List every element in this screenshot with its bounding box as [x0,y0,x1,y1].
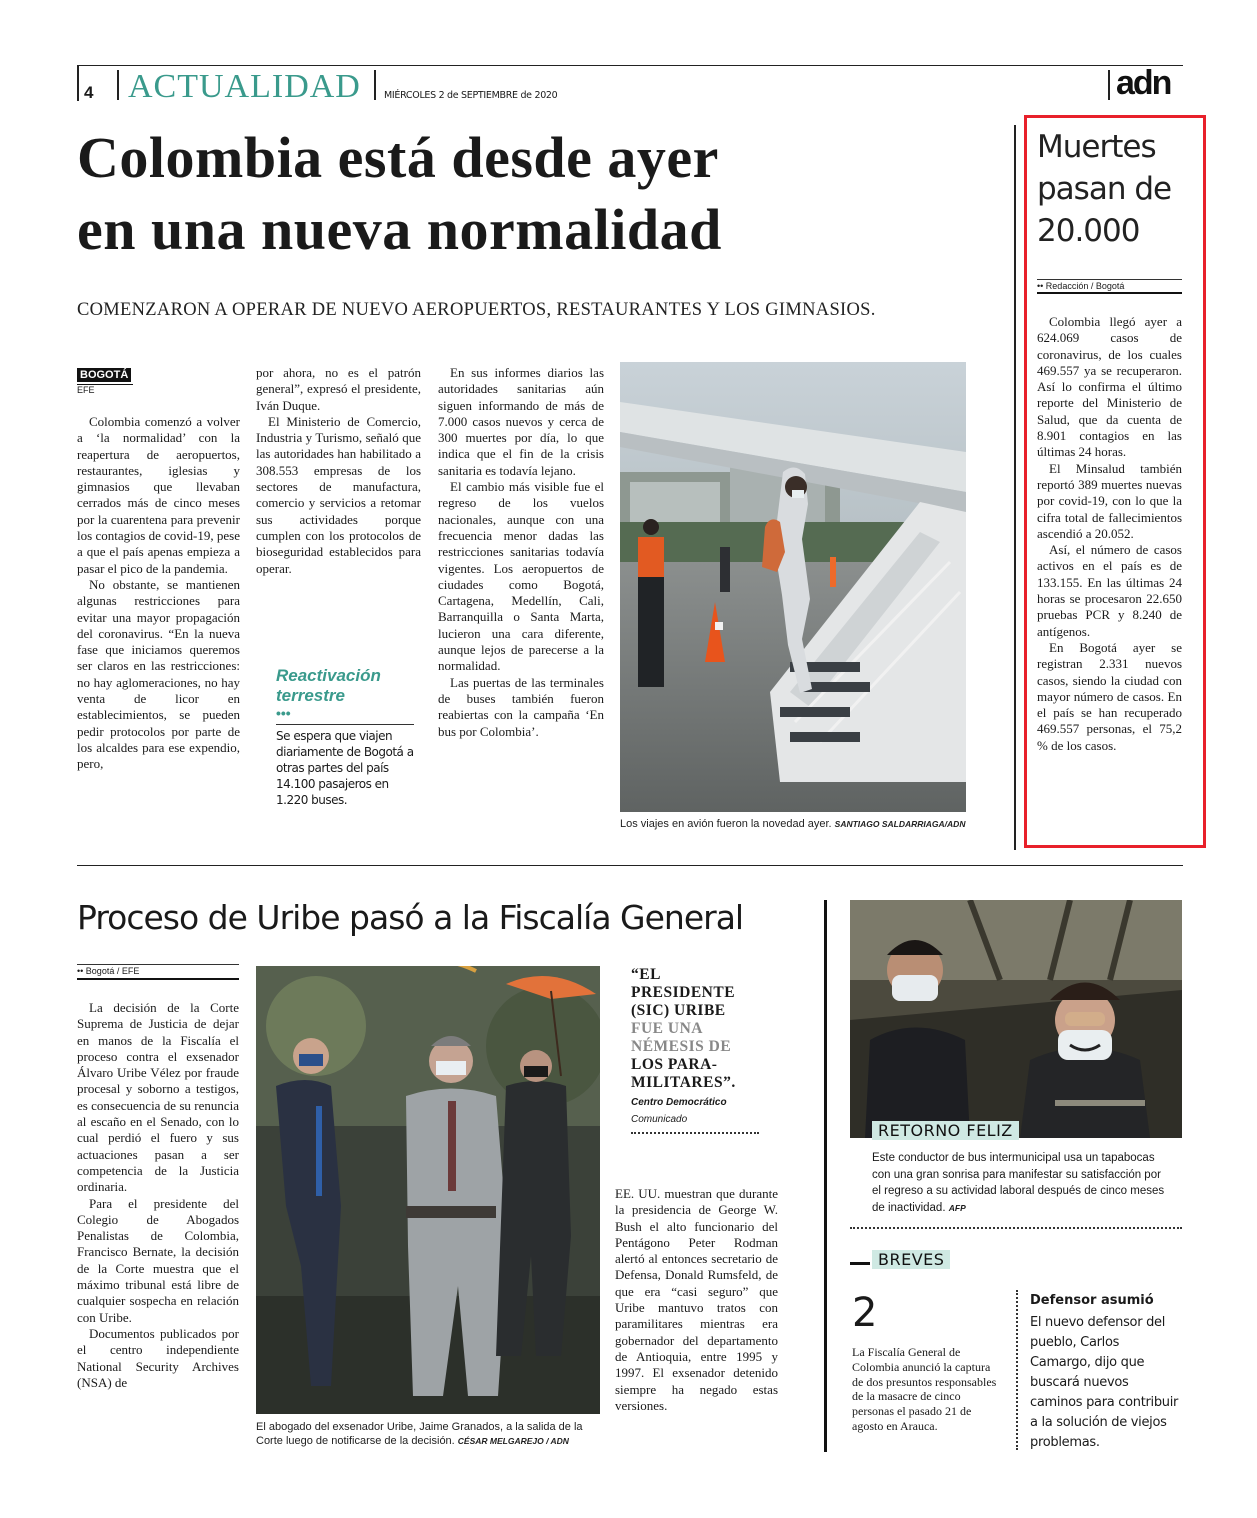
paragraph: En Bogotá ayer se registran 2.331 nuevos casos, siendo la ciudad con mayor número de casos. En el país se han recuperado 469.557 personas, el 75,2 % de los casos. [1037,639,1182,753]
bus-photo [850,900,1182,1138]
header-sep-1 [117,70,119,100]
sidebar-byline-rule-2 [1037,292,1182,294]
quote-line: FUE UNA [631,1020,703,1037]
paragraph: Colombia comenzó a volver a ‘la normalidad’ con la reapertura de aeropuertos, restaurantes, iglesias y gimnasios que llevaban cerrados más de cinco meses por la cuarentena para prevenir los contagios de covid-19, pese a que el país apenas empieza a pasar el pico de la pandemia. [77,414,240,576]
paragraph: Para el presidente del Colegio de Abogados Penalistas de Colombia, Francisco Bernate, la decisión de la Corte muestra que el máximo tribunal está libre de cualquier sospecha en relación con Uribe. [77,1195,239,1325]
bus-photo-illustration [850,900,1182,1138]
issue-date: MIÉRCOLES 2 de SEPTIEMBRE de 2020 [384,90,558,101]
lawyer-photo [256,966,600,1414]
quote-role: Comunicado [631,1114,688,1125]
breves-label: BREVES [872,1250,950,1269]
quote-line: (SIC) URIBE [631,1002,726,1019]
paragraph: No obstante, se mantienen algunas restricciones para evitar una mayor propagación del coronavirus. “En la nueva fase que iniciamos queremos ser claros en las restricciones: no hay aglomeraciones, no hay venta de licor en establecimientos, se pueden pedir protocolos por parte de los alcaldes para ese expendio, pero, [77,576,240,772]
quote-line: MILITARES”. [631,1074,736,1091]
breves-rule [850,1262,870,1265]
quote-line: NÉMESIS DE [631,1038,732,1055]
location-tag [77,365,133,395]
airplane-photo-illustration [620,362,966,812]
paragraph: Documentos publicados por el centro independiente National Security Archives (NSA) de [77,1325,239,1390]
quote-line: LOS PARA- [631,1056,718,1073]
uribe-col-2 [615,1186,778,1414]
photo-credit: SANTIAGO SALDARRIAGA/ADN [834,819,966,829]
paragraph: El cambio más visible fue el regreso de los vuelos nacionales, aunque con una frecuencia menor dadas las restricciones sanitarias todavía vigentes. Los aeropuertos de ciudades como Bogotá, Cartagena, Medellín, Cali, Barranquilla o Santa Marta, lucieron una cara diferente, aunque lejos de parecerse a la normalidad. [438,479,604,674]
main-headline-line2: en una nueva normalidad [77,197,722,262]
sidebar-byline-rule [1037,279,1182,280]
paragraph: EE. UU. muestran que durante la presidencia de George W. Bush el alto funcionario del Pentágono Peter Rodman alertó al entonces secretario de Defensa, Donald Rumsfeld, de que era “casi seguro” que Uribe mantuvo tratos con paramilitares mientras era gobernador del departamento de Antioquia, entre 1995 y 1997. El exsenador detenido siempre ha negado estas versiones. [615,1186,778,1413]
sidebar-title-line1: Muertes [1037,129,1156,165]
paragraph: La decisión de la Corte Suprema de Justicia de dejar en manos de la Fiscalía el proceso contra el exsenador Álvaro Uribe Vélez por fraude procesal y soborno a testigos, es consecuencia de su renuncia al escaño en el Senado, con lo cual perdió el fuero y sus actuaciones pasan a ser competencia de la Justicia ordinaria. [77,1000,239,1195]
paragraph: En sus informes diarios las autoridades sanitarias aún siguen informando de más de 7.000 casos nuevos y cerca de 300 muertes por día, lo que indica que el fin de la crisis sanitaria es todavía lejano. [438,365,604,478]
main-col-1 [77,414,240,773]
reactivation-box [276,666,414,808]
main-col-3 [438,365,604,740]
breves-item-2-title: Defensor asumió [1030,1293,1154,1308]
quote-dotted-rule [631,1132,759,1134]
agency-label: EFE [77,384,133,395]
quote-line: PRESIDENTE [631,984,736,1001]
brand-logo: adn [1116,64,1171,102]
sidebar-title-line3: 20.000 [1037,213,1140,249]
sidebar-body [1037,314,1182,754]
header-top-rule [77,65,1183,66]
pull-quote [631,966,751,1092]
airplane-photo-caption [620,818,966,830]
header-left-tick [77,65,79,101]
page-number: 4 [84,83,94,102]
caption-text: Los viajes en avión fueron la novedad ayer. [620,818,832,830]
photo-credit: AFP [948,1202,966,1213]
breves-item-2-text: El nuevo defensor del pueblo, Carlos Camargo, dijo que buscará nuevos caminos para contribuir a la solución de viejos problemas. [1030,1315,1179,1450]
caption-text: Este conductor de bus intermunicipal usa un tapabocas con una gran sonrisa para manifestar su satisfacción por el regreso a su actividad laboral después de cinco meses de inactividad. [872,1152,1165,1214]
bus-dotted-rule [850,1227,1182,1229]
paragraph: Las puertas de las terminales de buses también fueron reabiertas con la campaña ‘En bus por Colombia’. [438,674,604,739]
uribe-col-1 [77,1000,239,1391]
section-title: ACTUALIDAD [128,68,361,105]
sidebar-title [1037,126,1171,252]
paragraph: por ahora, no es el patrón general”, expresó el presidente, Iván Duque. [256,365,421,413]
box-title-1: Reactivación [276,666,381,685]
paragraph: Así, el número de casos activos en el país es de 133.155. En las últimas 24 horas se procesaron 22.650 pruebas PCR y 8.240 de antígenos. [1037,542,1182,639]
sidebar-byline: •• Redacción / Bogotá [1037,281,1125,291]
caption-text: El abogado del exsenador Uribe, Jaime Granados, a la salida de la Corte luego de notificarse de la decisión. [256,1421,583,1447]
breves-divider [1016,1290,1018,1450]
breves-item-1: La Fiscalía General de Colombia anunció la captura de dos presuntos responsables de la masacre de cinco personas el pasado 21 de agosto en Arauca. [852,1345,997,1433]
main-subtitle: COMENZARON A OPERAR DE NUEVO AEROPUERTOS, RESTAURANTES Y LOS GIMNASIOS. [77,300,876,320]
lawyer-photo-illustration [256,966,600,1414]
location-label: BOGOTÁ [77,368,131,382]
bus-photo-label: RETORNO FELIZ [872,1121,1019,1140]
section-divider [77,865,1183,866]
main-headline-line1: Colombia está desde ayer [77,125,719,190]
quote-line: “EL [631,966,661,983]
header-sep-2 [374,70,376,100]
uribe-byline-rule [77,978,239,980]
header-sep-3 [1108,70,1110,100]
column-divider [824,900,827,1452]
sidebar-title-line2: pasan de [1037,171,1172,207]
uribe-byline: •• Bogotá / EFE [77,966,140,976]
paragraph: El Ministerio de Comercio, Industria y Turismo, señaló que las autoridades han habilitado a 308.553 empresas de los sectores de manufactura, comercio y servicios a retomar sus actividades porque cumplen con los protocolos de bioseguridad establecidos para operar. [256,413,421,576]
paragraph: El Minsalud también reportó 389 muertes nuevas por covid-19, con lo que la cifra total de fallecimientos ascendió a 20.052. [1037,460,1182,541]
lawyer-photo-caption [256,1420,600,1448]
uribe-top-rule [77,964,239,965]
box-text: Se espera que viajen diariamente de Bogotá a otras partes del país 14.100 pasajeros en 1.220 buses. [276,724,414,808]
paragraph: Colombia llegó ayer a 624.069 casos de coronavirus, de los cuales 469.557 ya se recuperaron. Así lo confirma el último reporte del Ministerio de Salud, que da cuenta de 8.901 contagios en las últimas 24 horas. [1037,314,1182,460]
sidebar-divider-left [1014,125,1016,850]
uribe-headline: Proceso de Uribe pasó a la Fiscalía General [77,898,744,937]
box-dots: ••• [276,705,291,721]
breves-number: 2 [852,1290,878,1336]
airplane-photo [620,362,966,812]
box-title-2: terrestre [276,686,345,705]
main-col-2 [256,365,421,577]
quote-author: Centro Democrático [631,1097,727,1108]
bus-photo-caption [872,1150,1172,1216]
photo-credit: CÉSAR MELGAREJO / ADN [457,1436,569,1446]
